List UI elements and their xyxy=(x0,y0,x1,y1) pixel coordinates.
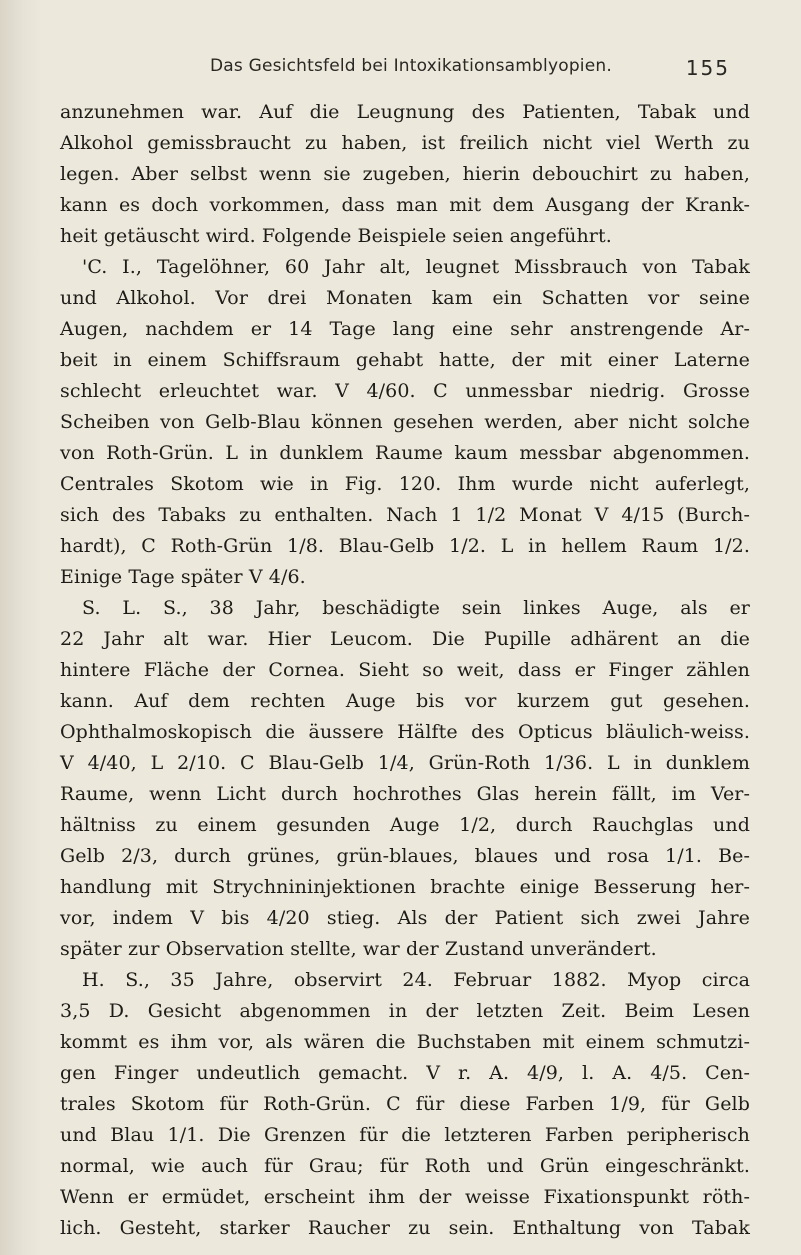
text-line: Einige Tage später V 4/6. xyxy=(60,566,306,588)
text-line: sich des Tabaks zu enthalten. Nach 1 1/2 Monat V 4/15 (Burch- xyxy=(60,504,750,526)
page-number: 155 xyxy=(685,56,730,80)
text-line: beit in einem Schiffsraum gehabt hatte, der mit einer Laterne xyxy=(60,349,750,371)
text-line: hältniss zu einem gesunden Auge 1/2, durch Rauchglas und xyxy=(60,814,750,836)
text-line: von Roth-Grün. L in dunklem Raume kaum messbar abgenommen. xyxy=(60,442,750,464)
text-line: trales Skotom für Roth-Grün. C für diese Farben 1/9, für Gelb xyxy=(60,1093,750,1115)
page-spine-shadow xyxy=(0,0,42,1255)
text-line: heit getäuscht wird. Folgende Beispiele seien angeführt. xyxy=(60,225,612,247)
text-line: Centrales Skotom wie in Fig. 120. Ihm wurde nicht auferlegt, xyxy=(60,473,750,495)
text-line: Ophthalmoskopisch die äussere Hälfte des Opticus bläulich-weiss. xyxy=(60,721,750,743)
text-line: später zur Observation stellte, war der Zustand unverändert. xyxy=(60,938,657,960)
text-line: hardt), C Roth-Grün 1/8. Blau-Gelb 1/2. L in hellem Raum 1/2. xyxy=(60,535,750,557)
text-line: H. S., 35 Jahre, observirt 24. Februar 1882. Myop circa xyxy=(82,969,750,991)
text-line: gen Finger undeutlich gemacht. V r. A. 4/9, l. A. 4/5. Cen- xyxy=(60,1062,750,1084)
running-head xyxy=(60,56,750,86)
text-line: Wenn er ermüdet, erscheint ihm der weisse Fixationspunkt röth- xyxy=(60,1186,750,1208)
text-line: 'C. I., Tagelöhner, 60 Jahr alt, leugnet Missbrauch von Tabak xyxy=(82,256,750,278)
text-line: 22 Jahr alt war. Hier Leucom. Die Pupille adhärent an die xyxy=(60,628,750,650)
text-line: lich. Gesteht, starker Raucher zu sein. Enthaltung von Tabak xyxy=(60,1217,750,1239)
text-line: Gelb 2/3, durch grünes, grün-blaues, blaues und rosa 1/1. Be- xyxy=(60,845,750,867)
text-line: und Alkohol. Vor drei Monaten kam ein Schatten vor seine xyxy=(60,287,750,309)
text-line: Raume, wenn Licht durch hochrothes Glas herein fällt, im Ver- xyxy=(60,783,750,805)
book-page xyxy=(60,0,750,1255)
text-line: handlung mit Strychnininjektionen brachte einige Besserung her- xyxy=(60,876,750,898)
text-line: anzunehmen war. Auf die Leugnung des Patienten, Tabak und xyxy=(60,101,750,123)
text-line: und Blau 1/1. Die Grenzen für die letzteren Farben peripherisch xyxy=(60,1124,750,1146)
text-line: S. L. S., 38 Jahr, beschädigte sein linkes Auge, als er xyxy=(82,597,750,619)
text-line: Alkohol gemissbraucht zu haben, ist freilich nicht viel Werth zu xyxy=(60,132,750,154)
body-text xyxy=(60,97,750,1244)
text-line: V 4/40, L 2/10. C Blau-Gelb 1/4, Grün-Roth 1/36. L in dunklem xyxy=(60,752,750,774)
running-title: Das Gesichtsfeld bei Intoxikationsamblyopien. xyxy=(210,56,612,76)
text-line: kommt es ihm vor, als wären die Buchstaben mit einem schmutzi- xyxy=(60,1031,750,1053)
text-line: legen. Aber selbst wenn sie zugeben, hierin debouchirt zu haben, xyxy=(60,163,750,185)
text-line: 3,5 D. Gesicht abgenommen in der letzten Zeit. Beim Lesen xyxy=(60,1000,750,1022)
text-line: vor, indem V bis 4/20 stieg. Als der Patient sich zwei Jahre xyxy=(60,907,750,929)
text-line: kann es doch vorkommen, dass man mit dem Ausgang der Krank- xyxy=(60,194,750,216)
text-line: normal, wie auch für Grau; für Roth und Grün eingeschränkt. xyxy=(60,1155,750,1177)
text-line: kann. Auf dem rechten Auge bis vor kurzem gut gesehen. xyxy=(60,690,750,712)
text-line: hintere Fläche der Cornea. Sieht so weit, dass er Finger zählen xyxy=(60,659,750,681)
text-line: Scheiben von Gelb-Blau können gesehen werden, aber nicht solche xyxy=(60,411,750,433)
text-line: Augen, nachdem er 14 Tage lang eine sehr anstrengende Ar- xyxy=(60,318,750,340)
text-line: schlecht erleuchtet war. V 4/60. C unmessbar niedrig. Grosse xyxy=(60,380,750,402)
